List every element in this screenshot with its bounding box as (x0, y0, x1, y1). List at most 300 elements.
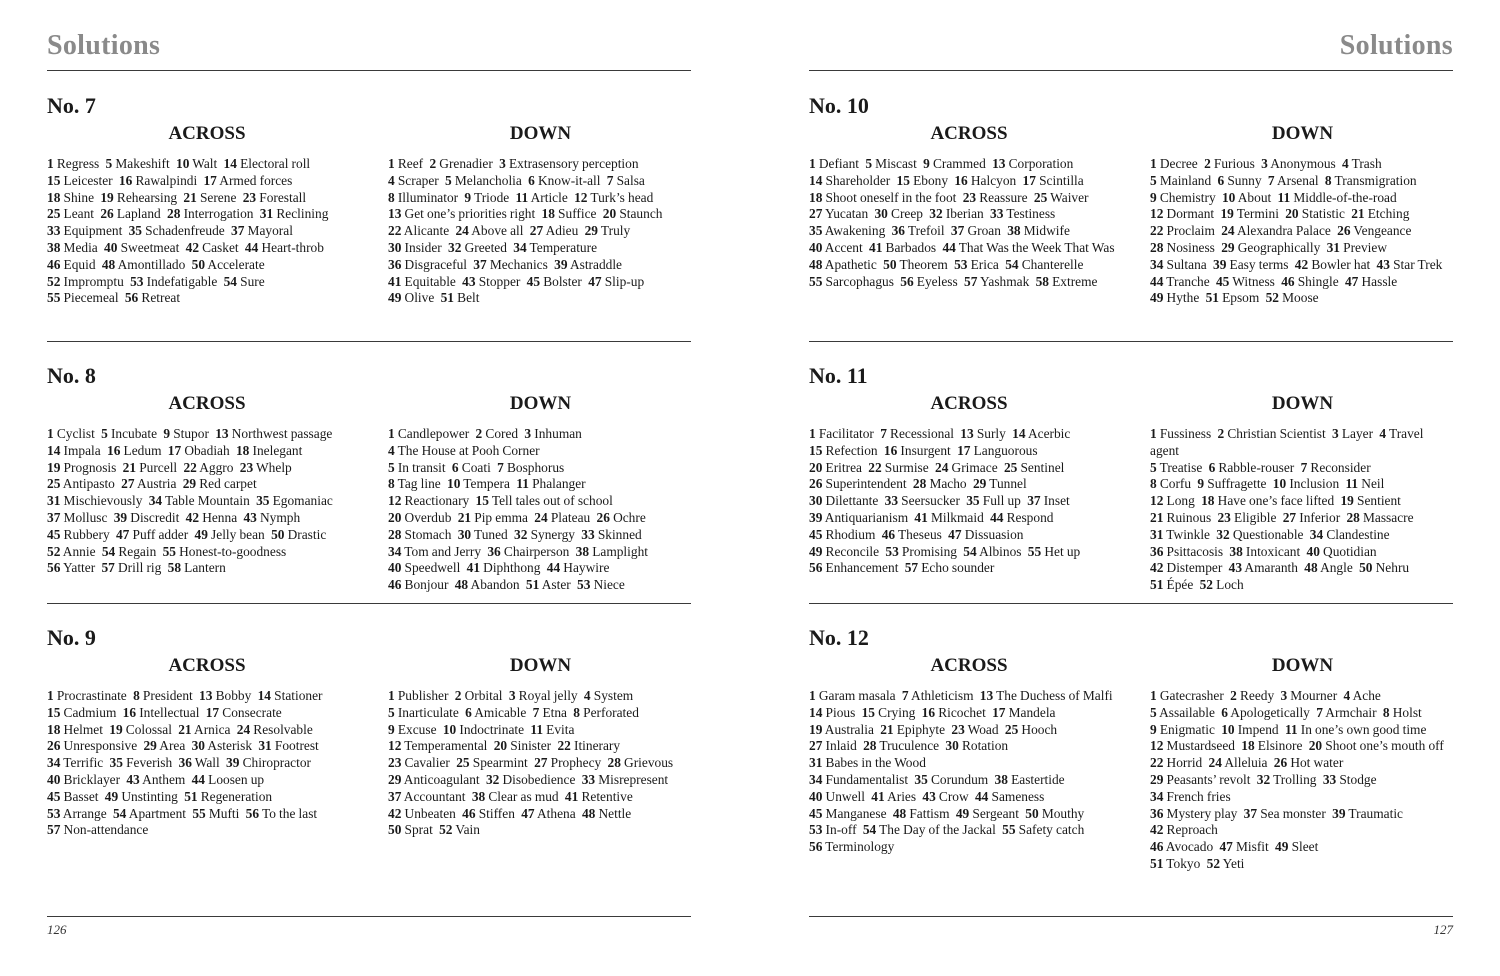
clue-answer: 38 Midwife (1007, 223, 1070, 239)
clue-number: 36 (388, 256, 402, 272)
clue-number: 41 (869, 239, 883, 255)
clue-number: 36 (178, 755, 192, 771)
down-clues (1150, 156, 1455, 307)
clue-number: 28 (607, 755, 621, 771)
clue-number: 8 (133, 688, 140, 703)
clue-answer: 41 Aries (871, 788, 917, 804)
clue-answer: 15 Cadmium (47, 704, 117, 720)
clue-number: 47 (948, 526, 962, 542)
puzzle-solution (47, 341, 691, 602)
section-rule (47, 603, 691, 604)
clue-line (1150, 560, 1455, 577)
clue-answer: 9 Chemistry (1150, 189, 1216, 205)
clue-number: 5 (865, 156, 873, 171)
clue-answer: 46 Avocado (1150, 839, 1214, 855)
clue-line (809, 460, 1129, 477)
clue-answer: 57 Non-attendance (47, 822, 149, 838)
puzzle-solution (47, 603, 691, 864)
clue-line (388, 705, 693, 722)
clue-number: 55 (47, 290, 61, 306)
clue-number: 17 (205, 704, 220, 720)
clue-number: 3 (508, 688, 516, 703)
clue-answer: 41 Retentive (564, 788, 633, 804)
section-rule (47, 341, 691, 342)
clue-number: 38 (47, 239, 61, 255)
clue-number: 41 (388, 273, 402, 289)
clue-number: 41 (564, 788, 579, 804)
clue-number: 7 (901, 688, 909, 703)
clue-answer: 6 Rabble-rouser (1208, 459, 1295, 475)
clue-answer: 40 Speedwell (388, 560, 461, 576)
puzzle-number: No. 12 (809, 625, 869, 650)
clue-number: 19 (109, 721, 123, 737)
clue-answer: 37 Accountant (388, 788, 466, 804)
clue-answer: 39 Traumatic (1332, 805, 1403, 821)
page-number: 127 (1433, 922, 1453, 937)
clue-line (809, 738, 1129, 772)
clue-line (1150, 688, 1455, 705)
clue-answer: 6 Know-it-all (528, 172, 601, 188)
clue-number: 25 (456, 755, 470, 771)
clue-number: 6 (451, 459, 459, 475)
clue-answer: 53 Arrange (47, 805, 107, 821)
clue-line (809, 789, 1129, 806)
clue-answer: 45 Bolster (526, 273, 582, 289)
clue-answer: 13 Northwest passage (215, 426, 333, 441)
clue-number: 48 (454, 577, 469, 593)
clue-answer: 7 Etna (532, 704, 567, 720)
clue-answer: 42 Unbeaten (388, 805, 456, 821)
clue-answer: 34 French fries (1150, 788, 1231, 804)
clue-number: 21 (122, 459, 137, 475)
clue-number: 55 (1002, 822, 1016, 838)
clue-line (1150, 722, 1455, 739)
clue-number: 9 (464, 189, 472, 205)
clue-answer: 37 Inset (1027, 493, 1070, 509)
clue-answer: 36 Trefoil (891, 223, 945, 239)
right-page (809, 0, 1453, 976)
clue-number: 44 (546, 560, 561, 576)
clue-number: 26 (100, 206, 114, 222)
clue-number: 49 (809, 543, 823, 559)
clue-answer: 49 Sergeant (955, 805, 1019, 821)
clue-number: 41 (466, 560, 481, 576)
clue-line (388, 822, 693, 839)
clue-number: 52 (439, 822, 453, 838)
clue-answer: 56 Retreat (124, 290, 181, 306)
clue-answer: 47 Misfit (1219, 839, 1269, 855)
clue-answer: 33 Misrepresent (581, 771, 669, 787)
across-clues (47, 688, 367, 839)
clue-number: 37 (950, 223, 965, 239)
clue-number: 15 (47, 172, 61, 188)
clue-answer: 7 Reconsider (1300, 459, 1371, 475)
clue-number: 54 (112, 805, 127, 821)
down-heading: DOWN (1271, 655, 1334, 676)
clue-number: 33 (47, 223, 61, 239)
clue-number: 35 (966, 493, 980, 509)
clue-number: 4 (388, 442, 395, 458)
clue-line (809, 688, 1129, 705)
clue-number: 25 (47, 476, 61, 492)
clue-answer: 5 In transit (388, 459, 446, 475)
clue-answer: 5 Incubate (101, 426, 158, 441)
clue-answer: 31 Preview (1326, 239, 1388, 255)
clue-number: 42 (388, 805, 402, 821)
clue-answer: 56 Yatter (47, 560, 96, 576)
clue-answer: 50 Drastic (271, 526, 327, 542)
clue-answer: 55 Mufti (192, 805, 240, 821)
clue-line (47, 443, 367, 460)
clue-answer: 45 Rubbery (47, 526, 110, 542)
clue-number: 46 (1281, 273, 1295, 289)
clue-answer: 34 Table Mountain (148, 493, 250, 509)
clue-number: 6 (1217, 172, 1225, 188)
clue-number: 47 (1344, 273, 1359, 289)
clue-number: 5 (105, 156, 113, 171)
puzzle-solution (809, 603, 1453, 871)
clue-answer: 29 Geographically (1221, 239, 1321, 255)
clue-number: 36 (891, 223, 905, 239)
across-clues (809, 156, 1129, 290)
clue-answer: 17 Languorous (957, 442, 1038, 458)
clue-answer: 44 Respond (990, 509, 1054, 525)
clue-number: 20 (809, 459, 823, 475)
clue-answer: 26 Lapland (100, 206, 161, 222)
clue-number: 53 (577, 577, 591, 593)
clue-line (1150, 772, 1455, 806)
clue-number: 53 (954, 256, 968, 272)
clue-answer: 7 Arsenal (1267, 172, 1319, 188)
clue-answer: 23 Cavalier (388, 755, 450, 771)
clue-answer: 40 Bricklayer (47, 771, 121, 787)
clue-answer: 54 The Day of the Jackal (862, 822, 996, 838)
clue-answer: 22 Proclaim (1150, 223, 1215, 239)
clue-answer: 8 Perforated (573, 704, 639, 720)
clue-number: 9 (163, 426, 171, 441)
clue-line (47, 560, 367, 577)
clue-number: 44 (1150, 273, 1164, 289)
clue-line (1150, 577, 1455, 594)
clue-number: 19 (1220, 206, 1234, 222)
clue-line (388, 738, 693, 755)
clue-answer: 4 Trash (1342, 156, 1382, 171)
clue-answer: 3 Anonymous (1261, 156, 1336, 171)
puzzle-solution (809, 71, 1453, 332)
clue-answer: 35 Egomaniac (256, 493, 333, 509)
clue-number: 37 (1027, 493, 1041, 509)
clue-answer: 43 Nymph (243, 509, 301, 525)
clue-line (809, 274, 1129, 291)
clue-number: 32 (929, 206, 943, 222)
clue-answer: 27 Adieu (529, 223, 579, 239)
clue-answer: 19 Prognosis (47, 459, 117, 475)
clue-number: 48 (892, 805, 907, 821)
clue-answer: 7 Salsa (606, 172, 645, 188)
clue-number: 48 (1304, 560, 1318, 576)
clue-answer: 38 Eastertide (994, 771, 1065, 787)
puzzle-number: No. 11 (809, 363, 868, 388)
clue-number: 43 (462, 273, 476, 289)
clue-answer: 27 Inferior (1282, 509, 1341, 525)
clue-answer: 31 Reclining (259, 206, 329, 222)
clue-line (809, 206, 1129, 223)
clue-answer: 46 Shingle (1281, 273, 1339, 289)
clue-line (809, 223, 1129, 240)
clue-answer: 8 Illuminator (388, 189, 459, 205)
clue-answer: 30 Creep (874, 206, 923, 222)
clue-number: 23 (1217, 509, 1231, 525)
clue-number: 43 (1228, 560, 1243, 576)
clue-number: 39 (113, 509, 128, 525)
clue-number: 1 (388, 426, 395, 441)
clue-number: 39 (1332, 805, 1346, 821)
clue-line (47, 290, 367, 307)
clue-answer: 16 Rawalpindi (118, 172, 198, 188)
clue-number: 49 (955, 805, 970, 821)
clue-number: 21 (1351, 206, 1365, 222)
clue-number: 13 (960, 426, 974, 441)
clue-number: 15 (47, 704, 61, 720)
clue-number: 10 (1221, 189, 1236, 205)
across-clues (809, 688, 1129, 856)
clue-number: 10 (1272, 476, 1287, 492)
clue-answer: 18 Shoot oneself in the foot (809, 189, 957, 205)
clue-answer: 34 Tom and Jerry (388, 543, 482, 559)
page-header: Solutions (1339, 30, 1453, 61)
clue-answer: 25 Antipasto (47, 476, 115, 492)
clue-answer: 21 Pip emma (457, 509, 528, 525)
clue-number: 17 (167, 442, 182, 458)
puzzle-number: No. 7 (47, 93, 96, 118)
clue-answer: 17 Armed forces (203, 172, 293, 188)
down-clues (388, 426, 693, 594)
clue-answer: 31 Twinkle (1150, 526, 1210, 542)
clue-answer: 16 Insurgent (883, 442, 951, 458)
clue-answer: 20 Eritrea (809, 459, 862, 475)
clue-answer: 53 Niece (577, 577, 625, 593)
clue-answer: 13 Get one’s priorities right (388, 206, 536, 222)
clue-answer: 56 Eyeless (900, 273, 958, 289)
down-clues (1150, 688, 1455, 873)
clue-number: 1 (1150, 426, 1157, 441)
clue-answer: 30 Rotation (945, 738, 1009, 754)
clue-answer: 48 Abandon (454, 577, 520, 593)
clue-number: 56 (245, 805, 260, 821)
clue-answer: 36 Chairperson (487, 543, 570, 559)
clue-number: 34 (1309, 526, 1324, 542)
down-heading: DOWN (509, 123, 572, 144)
clue-number: 31 (1326, 239, 1340, 255)
clue-answer: 8 Transmigration (1324, 172, 1417, 188)
clue-line (809, 173, 1129, 190)
clue-answer: 54 Regain (101, 543, 157, 559)
clue-line (388, 755, 693, 772)
clue-answer: 8 Corfu (1150, 476, 1192, 492)
clue-answer: 35 Feverish (109, 755, 173, 771)
clue-answer: 14 Stationer (257, 688, 323, 703)
clue-number: 49 (104, 788, 119, 804)
clue-answer: 6 Sunny (1217, 172, 1262, 188)
clue-answer: 4 Scraper (388, 172, 439, 188)
clue-answer: 8 President (133, 688, 193, 703)
across-heading: ACROSS (930, 393, 1008, 414)
clue-number: 7 (1300, 459, 1308, 475)
clue-answer: 6 Coati (451, 459, 491, 475)
clue-answer: 24 Alleluia (1208, 755, 1268, 771)
clue-answer: 17 Obadiah (167, 442, 230, 458)
clue-line (388, 789, 693, 806)
clue-line (1150, 257, 1455, 274)
clue-answer: 6 Amicable (465, 704, 527, 720)
clue-line (388, 206, 693, 223)
clue-number: 18 (1201, 493, 1215, 509)
across-heading: ACROSS (930, 123, 1008, 144)
clue-number: 13 (992, 156, 1006, 171)
clue-number: 10 (442, 721, 457, 737)
clue-number: 34 (1150, 788, 1164, 804)
clue-answer: 24 Plateau (534, 509, 591, 525)
clue-number: 16 (118, 172, 133, 188)
clue-number: 35 (256, 493, 270, 509)
clue-number: 5 (101, 426, 108, 441)
clue-number: 29 (182, 476, 197, 492)
clue-number: 20 (388, 509, 402, 525)
clue-answer: 2 Furious (1204, 156, 1255, 171)
footer-rule (809, 916, 1453, 917)
clue-number: 37 (231, 223, 245, 239)
clue-number: 37 (1243, 805, 1258, 821)
clue-answer: 15 Crying (861, 704, 916, 720)
clue-number: 4 (583, 688, 591, 703)
clue-answer: 46 Stiffen (462, 805, 515, 821)
clue-number: 49 (1150, 290, 1164, 306)
clue-line (809, 257, 1129, 274)
clue-number: 25 (47, 206, 61, 222)
clue-answer: 49 Olive (388, 290, 435, 306)
clue-number: 57 (101, 560, 115, 576)
clue-answer: 5 Mainland (1150, 172, 1212, 188)
clue-number: 21 (178, 721, 192, 737)
clue-line (809, 839, 1129, 856)
clue-number: 50 (1025, 805, 1039, 821)
clue-answer: 18 Shine (47, 189, 95, 205)
clue-line (1150, 156, 1455, 173)
clue-answer: 36 Wall (178, 755, 220, 771)
clue-number: 35 (109, 755, 123, 771)
clue-line (1150, 460, 1455, 477)
clue-answer: 17 Scintilla (1022, 172, 1084, 188)
clue-answer: 56 Enhancement (809, 560, 899, 576)
clue-answer: 29 Tunnel (972, 476, 1027, 492)
clue-line (1150, 476, 1455, 493)
clue-answer: 39 Easy terms (1213, 256, 1289, 272)
clue-number: 39 (226, 755, 240, 771)
clue-number: 2 (454, 688, 462, 703)
clue-answer: 11 Middle-of-the-road (1277, 189, 1397, 205)
clue-answer: 39 Antiquarianism (809, 509, 909, 525)
clue-answer: 28 Macho (912, 476, 967, 492)
clue-line (809, 510, 1129, 527)
clue-answer: 10 Tempera (447, 476, 510, 492)
clue-answer: 13 Corporation (992, 156, 1074, 171)
clue-number: 55 (162, 543, 176, 559)
clue-number: 29 (388, 771, 402, 787)
clue-line (388, 476, 693, 493)
clue-number: 51 (1150, 855, 1164, 871)
down-heading: DOWN (509, 393, 572, 414)
clue-number: 22 (183, 459, 197, 475)
clue-answer: 17 Consecrate (205, 704, 282, 720)
clue-line (1150, 223, 1455, 240)
down-clues (1150, 426, 1455, 594)
clue-line (1150, 806, 1455, 840)
clue-answer: 32 Greeted (448, 239, 507, 255)
clue-answer: 37 Mollusc (47, 509, 108, 525)
clue-answer: 43 Stopper (462, 273, 521, 289)
clue-number: 53 (809, 822, 823, 838)
clue-answer: 30 Asterisk (191, 738, 253, 754)
clue-number: 36 (487, 543, 501, 559)
clue-number: 38 (994, 771, 1008, 787)
clue-number: 11 (530, 721, 544, 737)
clue-number: 52 (1206, 855, 1221, 871)
down-heading: DOWN (1271, 123, 1334, 144)
clue-line (809, 443, 1129, 460)
clue-answer: 54 Chanterelle (1005, 256, 1084, 272)
clue-number: 27 (1282, 509, 1297, 525)
clue-answer: 11 In one’s own good time (1284, 721, 1427, 737)
clue-number: 55 (809, 273, 823, 289)
clue-number: 44 (942, 239, 956, 255)
clue-answer: 9 Triode (464, 189, 510, 205)
clue-line (388, 290, 693, 307)
clue-number: 38 (471, 788, 486, 804)
clue-line (47, 772, 367, 789)
clue-number: 52 (1199, 577, 1213, 593)
clue-number: 16 (921, 704, 936, 720)
clue-number: 37 (47, 509, 61, 525)
clue-number: 21 (183, 189, 197, 205)
clue-answer: 1 Facilitator (809, 426, 874, 441)
clue-number: 34 (513, 239, 527, 255)
across-column (809, 393, 1129, 577)
clue-answer: 35 Awakening (809, 223, 886, 239)
clue-answer: 53 Erica (954, 256, 999, 272)
clue-line (47, 460, 367, 477)
clue-line (47, 755, 367, 772)
clue-number: 56 (124, 290, 139, 306)
clue-line (809, 772, 1129, 789)
clue-number: 31 (47, 493, 61, 509)
clue-answer: 40 Accent (809, 239, 863, 255)
clue-answer: 26 Vengeance (1337, 223, 1412, 239)
clue-number: 49 (194, 526, 208, 542)
clue-number: 31 (259, 206, 274, 222)
clue-answer: 3 Inhuman (524, 426, 582, 441)
clue-answer: 12 Long (1150, 493, 1195, 509)
clue-number: 26 (596, 509, 610, 525)
clue-number: 1 (388, 688, 395, 703)
clue-line (47, 822, 367, 839)
clue-number: 1 (1150, 688, 1157, 703)
clue-answer: 21 Etching (1351, 206, 1410, 222)
clue-number: 7 (532, 704, 540, 720)
left-page (47, 0, 691, 976)
clue-number: 8 (1382, 704, 1390, 720)
clue-line (809, 806, 1129, 823)
clue-number: 11 (1284, 721, 1298, 737)
